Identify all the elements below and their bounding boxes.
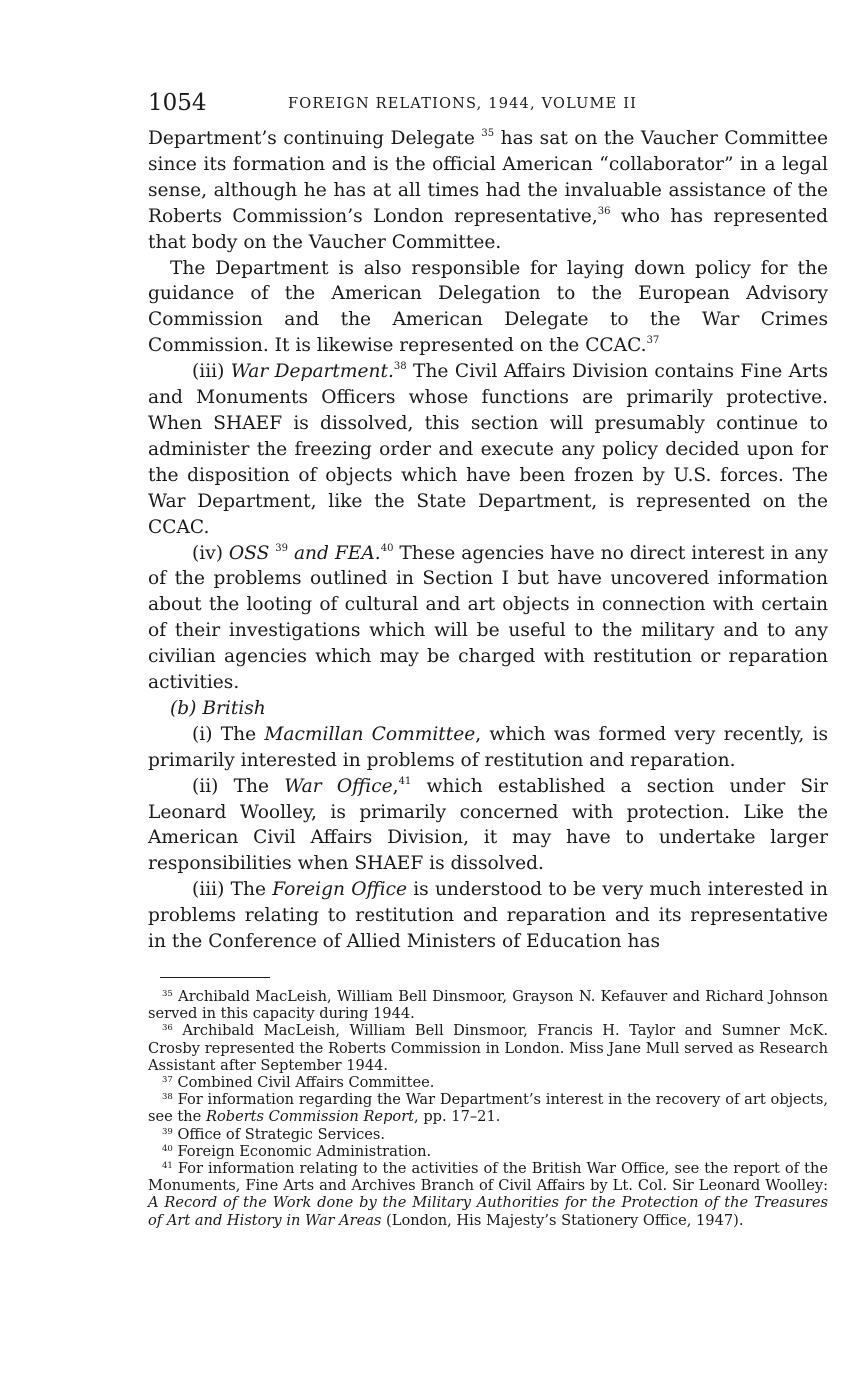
running-head: FOREIGN RELATIONS, 1944, VOLUME II [288, 96, 638, 112]
footnote-35: $^{35}$ Archibald MacLeish, William Bell Dinsmoor, Grayson N. Kefauver and Richard Johnson served in this capacity during 1944. [148, 988, 828, 1023]
body-text [148, 126, 828, 955]
page-header [148, 88, 828, 120]
paragraph-department-policy: The Department is also responsible for laying down policy for the guidance of the American Delegation to the European Advisory Commission and the American Delegate to the War Crimes Commission. It is likewise represented on the CCAC.$^{37}$ [148, 257, 828, 357]
footnotes [148, 988, 828, 1229]
footnote-ref-37[interactable]: 37 [646, 335, 660, 347]
footnote-ref-39[interactable]: 39 [275, 542, 289, 554]
footnote-ref-36[interactable]: 36 [597, 205, 611, 217]
paragraph-oss-fea: (iv) OSS $^{39}$ and FEA.$^{40}$ These agencies have no direct interest in any of the problems outlined in Section I but have uncovered information about the looting of cultural and art objects in connection with certain of their investigations which will be useful to the military and to any civilian agencies which may be charged with restitution or reparation activities. [148, 542, 828, 694]
footnote-ref-40[interactable]: 40 [380, 542, 394, 554]
footnote-36: $^{36}$ Archibald MacLeish, William Bell Dinsmoor, Francis H. Taylor and Sumner McK. Crosby represented the Roberts Commission in London. Miss Jane Mull served as Research Assistant after September 1944. [148, 1022, 828, 1074]
page-number: 1054 [148, 90, 207, 116]
footnote-ref-41[interactable]: 41 [398, 775, 412, 787]
footnote-ref-35[interactable]: 35 [481, 128, 495, 139]
footnote-40: $^{40}$ Foreign Economic Administration. [162, 1142, 432, 1160]
subheading-british: (b) British [170, 697, 266, 719]
paragraph-war-office: (ii) The War Office,$^{41}$ which established a section under Sir Leonard Woolley, is primarily concerned with protection. Like the American Civil Affairs Division, it may have to undertake larger responsibilities when SHAEF is dissolved. [148, 775, 828, 875]
paragraph-war-department: (iii) War Department.$^{38}$ The Civil Affairs Division contains Fine Arts and Monuments Officers whose functions are primarily protective. When SHAEF is dissolved, this section will presumably continue to administer the freezing order and execute any policy decided upon for the disposition of objects which have been frozen by U.S. forces. The War Department, like the State Department, is represented on the CCAC. [148, 361, 828, 538]
footnote-separator [160, 977, 270, 978]
footnote-39: $^{39}$ Office of Strategic Services. [162, 1125, 386, 1143]
paragraph-foreign-office: (iii) The Foreign Office is understood to be very much interested in problems relating to restitution and reparation and its representative in the Conference of Allied Ministers of Education has [148, 879, 828, 953]
document-page [148, 88, 828, 1229]
footnote-38: $^{38}$ For information regarding the War Department’s interest in the recovery of art objects, see the Roberts Commission Report, pp. 17–21. [148, 1091, 828, 1126]
footnote-ref-38[interactable]: 38 [393, 361, 407, 373]
footnote-37: $^{37}$ Combined Civil Affairs Committee. [162, 1074, 435, 1092]
footnote-41: $^{41}$ For information relating to the activities of the British War Office, see the report of the Monuments, Fine Arts and Archives Branch of Civil Affairs by Lt. Col. Sir Leonard Woolley: A Record of the Work done by the Military Authorities for the Protection of the Treasures of Art and History in War Areas (London, His Majesty’s Stationery Office, 1947). [148, 1160, 828, 1229]
paragraph-delegate: Department’s continuing Delegate $^{35}$ has sat on the Vaucher Committee since its formation and is the official American “collaborator” in a legal sense, although he has at all times had the invaluable assistance of the Roberts Commission’s London representative,$^{36}$ who has represented that body on the Vaucher Committee. [148, 128, 828, 253]
paragraph-macmillan-committee: (i) The Macmillan Committee, which was formed very recently, is primarily interested in problems of restitution and reparation. [148, 723, 828, 771]
